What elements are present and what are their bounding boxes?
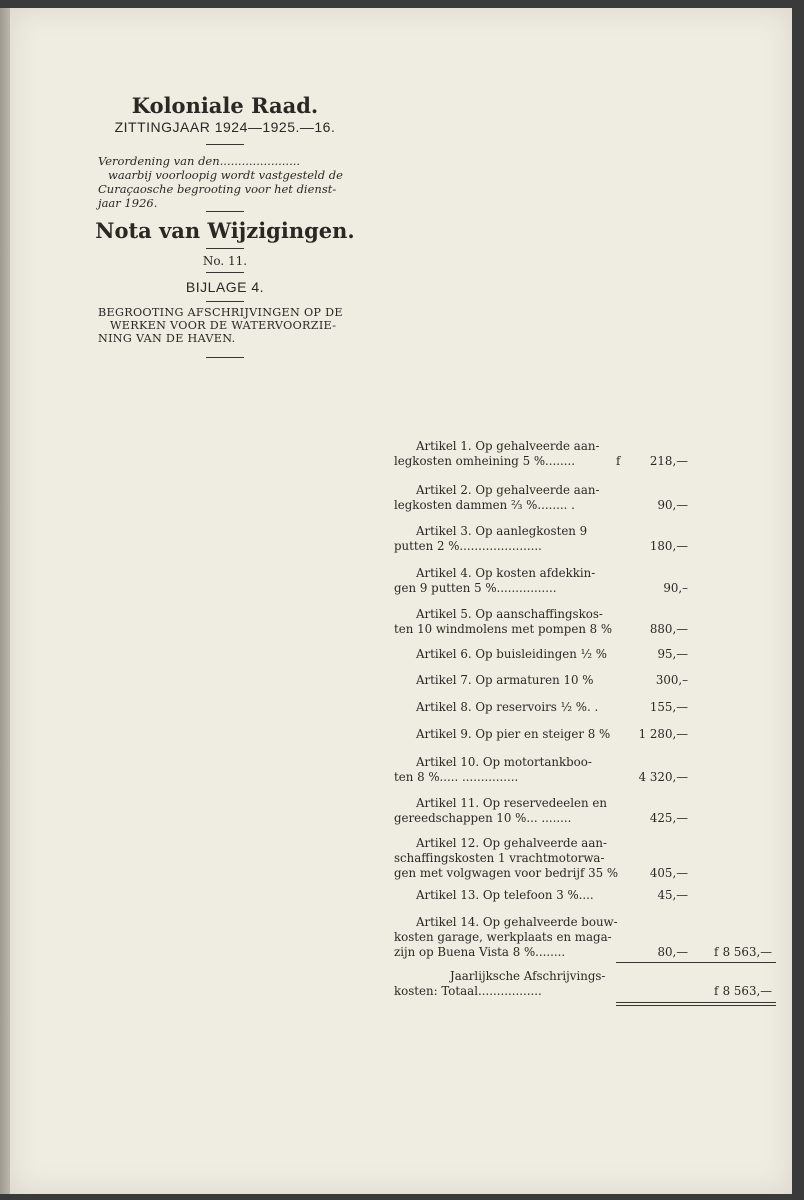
article-4 [394, 566, 784, 596]
article-text: gen 9 putten 5 %................ [394, 581, 557, 595]
article-5 [394, 607, 784, 637]
divider [206, 144, 244, 145]
article-total: 8 563,— [722, 945, 772, 959]
article-text: legkosten omheining 5 %........ [394, 454, 576, 468]
article-text: Artikel 4. Op kosten afdekkin- [416, 566, 596, 580]
grand-total: 8 563,— [722, 984, 772, 998]
double-rule-bottom [616, 1005, 776, 1006]
article-text: Artikel 9. Op pier en steiger 8 % [416, 727, 611, 741]
article-text: gen met volgwagen voor bedrijf 35 % [394, 866, 619, 880]
article-9 [394, 727, 784, 742]
sum-rule [616, 962, 776, 963]
article-text: Artikel 8. Op reservoirs ½ %. . [416, 700, 599, 714]
article-amount: 4 320,— [638, 770, 688, 784]
article-12 [394, 836, 784, 881]
florin-sign: f [714, 945, 719, 959]
article-amount: 218,— [649, 454, 688, 468]
article-amount: 155,— [649, 700, 688, 714]
article-text: kosten garage, werkplaats en maga- [394, 930, 612, 944]
divider [206, 211, 244, 212]
article-6 [394, 647, 784, 662]
florin-sign: f [616, 454, 621, 468]
article-2 [394, 483, 784, 513]
article-text: zijn op Buena Vista 8 %........ [394, 945, 566, 959]
article-7 [394, 673, 784, 688]
nota-heading: Nota van Wijzigingen. [95, 218, 355, 243]
article-amount: 90,– [663, 581, 688, 595]
ordinance-line: jaar 1926. [98, 196, 158, 210]
article-text: Artikel 10. Op motortankboo- [416, 755, 592, 769]
ordinance-description [98, 154, 354, 210]
article-text: Artikel 1. Op gehalveerde aan- [416, 439, 600, 453]
article-text: Artikel 13. Op telefoon 3 %.... [416, 888, 594, 902]
florin-sign: f [714, 984, 719, 998]
article-amount: 425,— [649, 811, 688, 825]
subject-line: BEGROOTING AFSCHRIJVINGEN OP DE [98, 306, 343, 319]
page-title: Koloniale Raad. [131, 93, 319, 118]
divider [206, 301, 244, 302]
article-text: ten 8 %..... ............... [394, 770, 519, 784]
ordinance-line: Verordening van den...................... [98, 154, 301, 168]
subject-heading [98, 306, 356, 345]
article-text: Artikel 14. Op gehalveerde bouw- [416, 915, 618, 929]
ordinance-line: waarbij voorloopig wordt vastgesteld de [108, 168, 343, 182]
article-14 [394, 915, 784, 960]
article-amount: 45,— [657, 888, 688, 902]
article-11 [394, 796, 784, 826]
article-text: Artikel 3. Op aanlegkosten 9 [416, 524, 588, 538]
article-text: Artikel 11. Op reservedeelen en [416, 796, 607, 810]
session-year: ZITTINGJAAR 1924—1925.—16. [114, 119, 336, 135]
article-amount: 880,— [649, 622, 688, 636]
summary-text: kosten: Totaal................. [394, 984, 542, 998]
divider [206, 357, 244, 358]
article-3 [394, 524, 784, 554]
article-text: putten 2 %...................... [394, 539, 542, 553]
article-text: ten 10 windmolens met pompen 8 % [394, 622, 613, 636]
article-amount: 405,— [649, 866, 688, 880]
article-text: schaffingskosten 1 vrachtmotorwa- [394, 851, 605, 865]
article-13 [394, 888, 784, 903]
article-amount: 90,— [657, 498, 688, 512]
article-10 [394, 755, 784, 785]
subject-line: NING VAN DE HAVEN. [98, 332, 236, 345]
article-1 [394, 439, 784, 469]
document-number: No. 11. [202, 254, 248, 268]
divider [206, 248, 244, 249]
article-text: Artikel 2. Op gehalveerde aan- [416, 483, 600, 497]
ordinance-line: Curaçaosche begrooting voor het dienst- [98, 182, 337, 196]
article-amount: 80,— [657, 945, 688, 959]
summary-total [394, 969, 784, 999]
article-amount: 180,— [649, 539, 688, 553]
article-text: Artikel 6. Op buisleidingen ½ % [416, 647, 608, 661]
summary-text: Jaarlijksche Afschrijvings- [450, 969, 606, 983]
article-8 [394, 700, 784, 715]
article-text: Artikel 12. Op gehalveerde aan- [416, 836, 607, 850]
article-amount: 95,— [657, 647, 688, 661]
document-page [10, 8, 792, 1194]
bijlage-heading: BIJLAGE 4. [185, 279, 265, 295]
subject-line: WERKEN VOOR DE WATERVOORZIE- [110, 319, 337, 332]
article-text: Artikel 7. Op armaturen 10 % [416, 673, 594, 687]
article-text: gereedschappen 10 %... ........ [394, 811, 572, 825]
article-amount: 1 280,— [638, 727, 688, 741]
double-rule-top [616, 1002, 776, 1003]
article-text: legkosten dammen ⅔ %........ . [394, 498, 575, 512]
article-text: Artikel 5. Op aanschaffingskos- [416, 607, 603, 621]
article-amount: 300,– [655, 673, 688, 687]
divider [206, 272, 244, 273]
